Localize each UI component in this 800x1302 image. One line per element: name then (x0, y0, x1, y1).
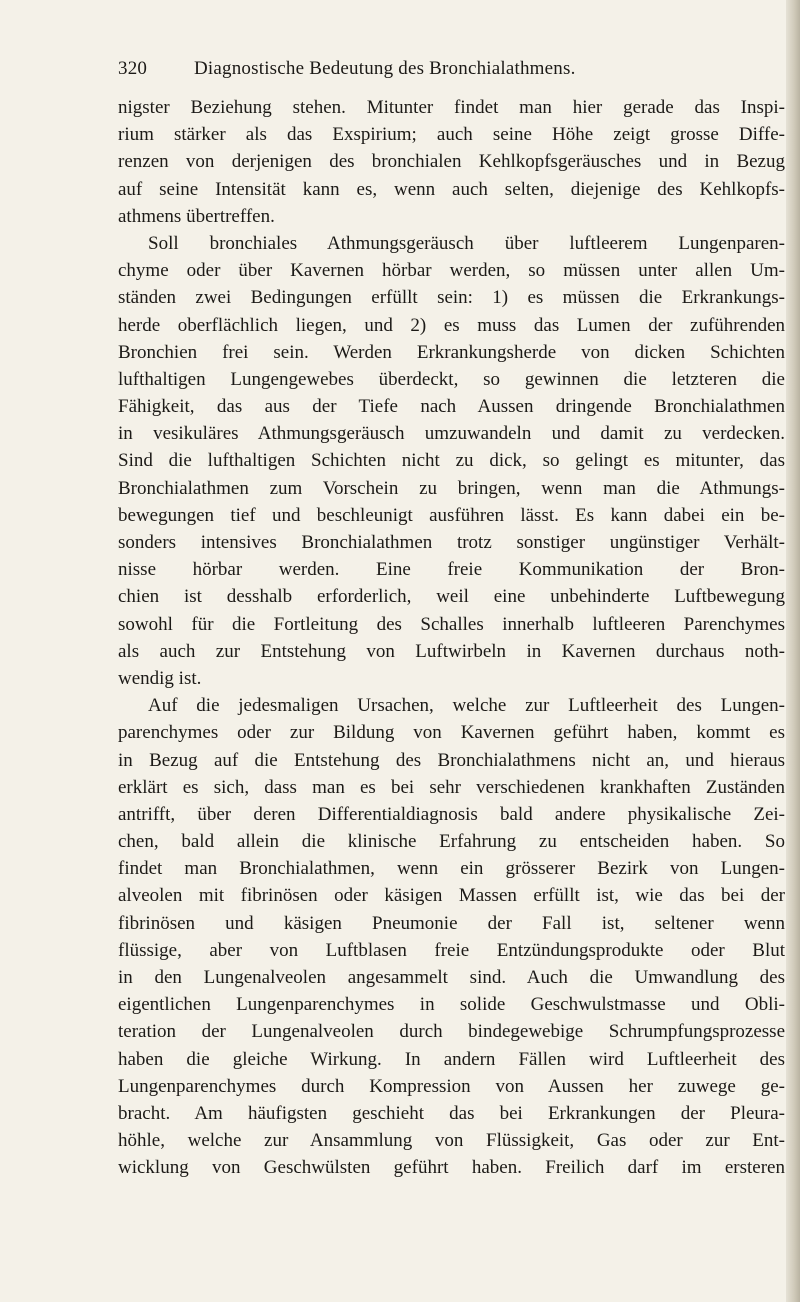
text-line: alveolen mit fibrinösen oder käsigen Massen erfüllt ist, wie das bei der (118, 885, 785, 907)
text-line: als auch zur Entstehung von Luftwirbeln in Kavernen durchaus noth- (118, 640, 785, 662)
text-line: wicklung von Geschwülsten geführt haben. Freilich darf im ersteren (118, 1157, 785, 1179)
text-line: chien ist desshalb erforderlich, weil eine unbehinderte Luftbewegung (118, 586, 785, 608)
text-line: fibrinösen und käsigen Pneumonie der Fall ist, seltener wenn (118, 912, 785, 934)
text-line: herde oberflächlich liegen, und 2) es muss das Lumen der zuführenden (118, 314, 785, 336)
text-line: Sind die lufthaltigen Schichten nicht zu dick, so gelingt es mitunter, das (118, 450, 785, 472)
text-line: in Bezug auf die Entstehung des Bronchialathmens nicht an, und hieraus (118, 749, 785, 771)
body-text (118, 94, 785, 1182)
text-line: Auf die jedesmaligen Ursachen, welche zur Luftleerheit des Lungen- (148, 695, 785, 717)
text-line: flüssige, aber von Luftblasen freie Entzündungsprodukte oder Blut (118, 939, 785, 961)
text-line: antrifft, über deren Differentialdiagnosis bald andere physikalische Zei- (118, 803, 785, 825)
text-line: renzen von derjenigen des bronchialen Kehlkopfsgeräusches und in Bezug (118, 151, 785, 173)
text-line: parenchymes oder zur Bildung von Kavernen geführt haben, kommt es (118, 722, 785, 744)
text-line: eigentlichen Lungenparenchymes in solide Geschwulstmasse und Obli- (118, 994, 785, 1016)
text-line: in den Lungenalveolen angesammelt sind. Auch die Umwandlung des (118, 967, 785, 988)
text-line: Fähigkeit, das aus der Tiefe nach Aussen dringende Bronchialathmen (118, 396, 785, 418)
text-line: nisse hörbar werden. Eine freie Kommunikation der Bron- (118, 559, 785, 581)
text-line: lufthaltigen Lungengewebes überdeckt, so gewinnen die letzteren die (118, 368, 785, 390)
page-number: 320 (118, 58, 148, 79)
text-line: höhle, welche zur Ansammlung von Flüssigkeit, Gas oder zur Ent- (118, 1130, 785, 1152)
text-line: in vesikuläres Athmungsgeräusch umzuwandeln und damit zu verdecken. (118, 423, 785, 445)
running-title: Diagnostische Bedeutung des Bronchialathmens. (194, 58, 576, 79)
text-line: Bronchien frei sein. Werden Erkrankungsherde von dicken Schichten (118, 341, 785, 363)
text-line: Bronchialathmen zum Vorschein zu bringen, wenn man die Athmungs- (118, 477, 785, 499)
running-header (118, 58, 678, 80)
text-line: bewegungen tief und beschleunigt ausführen lässt. Es kann dabei ein be- (118, 504, 785, 526)
text-line: haben die gleiche Wirkung. In andern Fällen wird Luftleerheit des (118, 1048, 785, 1070)
text-line: rium stärker als das Exspirium; auch seine Höhe zeigt grosse Diffe- (118, 124, 785, 146)
text-line: auf seine Intensität kann es, wenn auch selten, diejenige des Kehlkopfs- (118, 178, 785, 200)
text-line: erklärt es sich, dass man es bei sehr verschiedenen krankhaften Zuständen (118, 776, 785, 798)
text-line: teration der Lungenalveolen durch bindegewebige Schrumpfungsprozesse (118, 1021, 785, 1043)
text-line: Soll bronchiales Athmungsgeräusch über luftleerem Lungenparen- (148, 232, 785, 254)
text-line: nigster Beziehung stehen. Mitunter findet man hier gerade das Inspi- (118, 97, 785, 118)
text-line: chen, bald allein die klinische Erfahrung zu entscheiden haben. So (118, 831, 785, 853)
text-line: Lungenparenchymes durch Kompression von Aussen her zuwege ge- (118, 1075, 785, 1097)
text-line: sowohl für die Fortleitung des Schalles innerhalb luftleeren Parenchymes (118, 613, 785, 635)
text-line: bracht. Am häufigsten geschieht das bei Erkrankungen der Pleura- (118, 1102, 785, 1124)
text-line: wendig ist. (118, 667, 202, 689)
page-edge (786, 0, 800, 1302)
text-line: athmens übertreffen. (118, 205, 275, 227)
text-line: findet man Bronchialathmen, wenn ein grösserer Bezirk von Lungen- (118, 858, 785, 880)
text-line: chyme oder über Kavernen hörbar werden, so müssen unter allen Um- (118, 260, 785, 282)
text-line: ständen zwei Bedingungen erfüllt sein: 1) es müssen die Erkrankungs- (118, 287, 785, 309)
text-line: sonders intensives Bronchialathmen trotz sonstiger ungünstiger Verhält- (118, 532, 785, 553)
